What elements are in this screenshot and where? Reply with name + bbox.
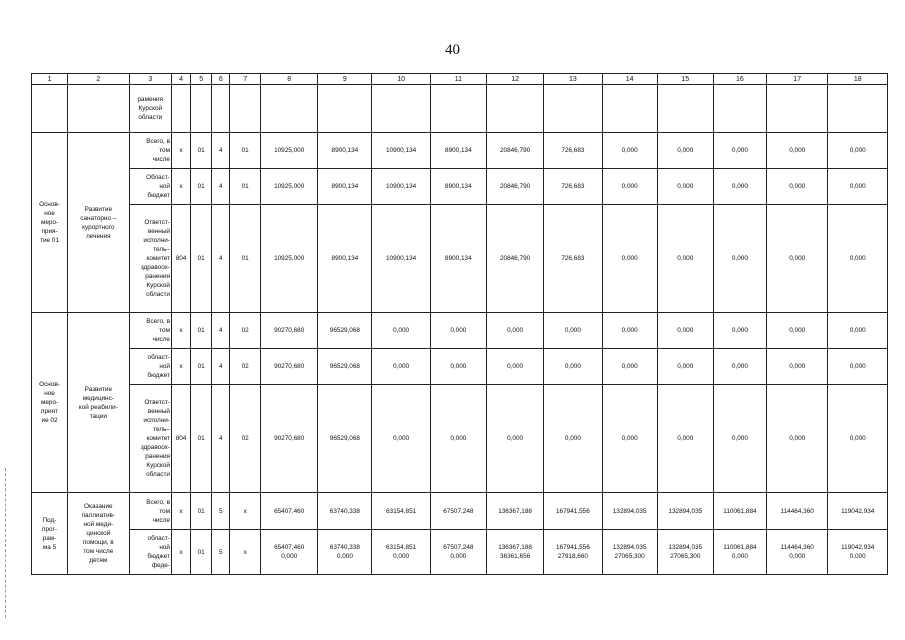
amount-cell: 0,000 [713, 385, 766, 493]
amount-cell: 0,000 [602, 313, 657, 349]
grbs-code-cell: x [172, 133, 191, 169]
source-cell: Всего, в том числе [129, 313, 171, 349]
amount-cell: 114464,360 [766, 493, 828, 530]
amount-cell: 10900,134 [372, 169, 430, 205]
amount-cell: 0,000 [430, 313, 486, 349]
col-header: 12 [486, 74, 543, 85]
subprogram-code-cell: 4 [212, 385, 230, 493]
amount-cell: 110061,884 0,000 [713, 530, 766, 575]
grbs-code-cell: x [172, 493, 191, 530]
amount-cell: 0,000 [544, 349, 602, 385]
table-row [32, 385, 888, 493]
subprogram-code-cell: 4 [212, 169, 230, 205]
amount-cell: 20846,790 [486, 133, 543, 169]
amount-cell: 0,000 [828, 349, 888, 385]
subprogram-code-cell: 4 [212, 205, 230, 313]
source-cell: Всего, в том числе [129, 133, 171, 169]
col-header: 17 [766, 74, 828, 85]
source-cell: рамения Курской области [129, 85, 171, 133]
amount-cell: 0,000 [766, 169, 828, 205]
activity-number-cell: 01 [230, 205, 261, 313]
amount-cell: 136367,188 36361,656 [486, 530, 543, 575]
program-code-cell: 01 [191, 385, 212, 493]
amount-cell: 63740,338 0,000 [318, 530, 372, 575]
amount-cell: 0,000 [430, 349, 486, 385]
amount-cell: 132894,035 27065,300 [657, 530, 713, 575]
table-row [32, 205, 888, 313]
program-code-cell: 01 [191, 133, 212, 169]
col-header: 9 [318, 74, 372, 85]
amount-cell: 0,000 [828, 313, 888, 349]
amount-cell: 0,000 [766, 313, 828, 349]
amount-cell: 0,000 [602, 385, 657, 493]
amount-cell: 96529,068 [318, 349, 372, 385]
activity-name-cell: Оказание паллиатив- ной меди- цинской помощи, в том числе детям [68, 493, 130, 575]
binding-margin-line [5, 468, 6, 618]
source-cell: Всего, в том числе [129, 493, 171, 530]
source-cell: област- ной бюджет [129, 349, 171, 385]
subprogram-code-cell: 5 [212, 493, 230, 530]
amount-cell: 0,000 [657, 169, 713, 205]
grbs-code-cell: 804 [172, 205, 191, 313]
amount-cell: 0,000 [713, 349, 766, 385]
amount-cell: 0,000 [486, 385, 543, 493]
subprogram-code-cell: 4 [212, 313, 230, 349]
subprogram-code-cell: 4 [212, 349, 230, 385]
grbs-code-cell: x [172, 313, 191, 349]
amount-cell: 8900,134 [430, 133, 486, 169]
amount-cell: 10925,000 [261, 169, 318, 205]
col-header: 13 [544, 74, 602, 85]
activity-name-cell: Развитие медицинс- кой реабили- тации [68, 313, 130, 493]
source-cell: Област- ной бюджет [129, 169, 171, 205]
grbs-code-cell: x [172, 169, 191, 205]
grbs-code-cell: x [172, 349, 191, 385]
program-code-cell: 01 [191, 313, 212, 349]
program-code-cell: 01 [191, 169, 212, 205]
source-cell: област- ной бюджет феде- [129, 530, 171, 575]
col-header: 6 [212, 74, 230, 85]
amount-cell: 0,000 [372, 313, 430, 349]
source-cell: Ответст- венный исполни- тель– комитет здравоох- ранения Курской области [129, 205, 171, 313]
amount-cell: 136367,188 [486, 493, 543, 530]
amount-cell: 0,000 [713, 205, 766, 313]
amount-cell: 114464,360 0,000 [766, 530, 828, 575]
amount-cell: 0,000 [657, 385, 713, 493]
amount-cell: 167941,556 27918,660 [544, 530, 602, 575]
amount-cell: 0,000 [602, 349, 657, 385]
activity-number-cell: x [230, 530, 261, 575]
amount-cell: 63154,851 [372, 493, 430, 530]
amount-cell: 10925,000 [261, 133, 318, 169]
amount-cell: 132894,035 [657, 493, 713, 530]
col-header: 15 [657, 74, 713, 85]
amount-cell: 65407,460 [261, 493, 318, 530]
amount-cell: 0,000 [713, 169, 766, 205]
amount-cell: 726,683 [544, 169, 602, 205]
subprogram-code-cell: 4 [212, 133, 230, 169]
amount-cell: 0,000 [766, 205, 828, 313]
table-row [32, 313, 888, 349]
amount-cell: 10900,134 [372, 133, 430, 169]
amount-cell: 0,000 [766, 349, 828, 385]
col-header: 7 [230, 74, 261, 85]
program-code-cell: 01 [191, 205, 212, 313]
subprogram-code-cell: 5 [212, 530, 230, 575]
amount-cell: 0,000 [766, 385, 828, 493]
amount-cell: 726,683 [544, 205, 602, 313]
amount-cell: 0,000 [657, 205, 713, 313]
amount-cell: 0,000 [657, 313, 713, 349]
amount-cell: 167941,556 [544, 493, 602, 530]
amount-cell: 90270,680 [261, 385, 318, 493]
amount-cell: 132894,035 [602, 493, 657, 530]
col-header: 3 [129, 74, 171, 85]
activity-number-cell: 01 [230, 133, 261, 169]
amount-cell: 0,000 [602, 205, 657, 313]
amount-cell: 96529,068 [318, 385, 372, 493]
amount-cell: 132894,035 27065,300 [602, 530, 657, 575]
amount-cell: 63154,851 0,000 [372, 530, 430, 575]
col-header: 14 [602, 74, 657, 85]
col-header: 1 [32, 74, 68, 85]
amount-cell: 20846,790 [486, 205, 543, 313]
amount-cell: 119042,934 0,000 [828, 530, 888, 575]
amount-cell: 65407,460 0,000 [261, 530, 318, 575]
col-header: 16 [713, 74, 766, 85]
amount-cell: 0,000 [544, 385, 602, 493]
col-header: 4 [172, 74, 191, 85]
amount-cell: 63740,338 [318, 493, 372, 530]
amount-cell: 67507,248 0,000 [430, 530, 486, 575]
amount-cell: 0,000 [486, 349, 543, 385]
amount-cell: 726,683 [544, 133, 602, 169]
amount-cell: 0,000 [430, 385, 486, 493]
amount-cell: 0,000 [602, 169, 657, 205]
amount-cell: 8900,134 [430, 169, 486, 205]
activity-number-cell: x [230, 493, 261, 530]
activity-number-cell: 02 [230, 313, 261, 349]
amount-cell: 0,000 [657, 349, 713, 385]
continuation-row [32, 85, 888, 133]
col-header: 11 [430, 74, 486, 85]
amount-cell: 0,000 [713, 133, 766, 169]
activity-code-cell: Основ- ное меро- прия- тие 01 [32, 133, 68, 313]
program-code-cell: 01 [191, 349, 212, 385]
col-header: 8 [261, 74, 318, 85]
table-row [32, 530, 888, 575]
amount-cell: 90270,680 [261, 313, 318, 349]
activity-number-cell: 02 [230, 349, 261, 385]
amount-cell: 0,000 [766, 133, 828, 169]
activity-code-cell: Основ- ное меро- прият ие 02 [32, 313, 68, 493]
column-number-row [32, 74, 888, 85]
budget-table [31, 73, 888, 575]
amount-cell: 10900,134 [372, 205, 430, 313]
activity-number-cell: 02 [230, 385, 261, 493]
table-row [32, 493, 888, 530]
amount-cell: 8900,134 [318, 169, 372, 205]
grbs-code-cell: 804 [172, 385, 191, 493]
col-header: 2 [68, 74, 130, 85]
amount-cell: 0,000 [828, 133, 888, 169]
amount-cell: 0,000 [486, 313, 543, 349]
amount-cell: 0,000 [713, 313, 766, 349]
amount-cell: 0,000 [544, 313, 602, 349]
amount-cell: 0,000 [657, 133, 713, 169]
amount-cell: 0,000 [602, 133, 657, 169]
amount-cell: 119042,934 [828, 493, 888, 530]
activity-code-cell: Под- прог- рам- ма 5 [32, 493, 68, 575]
table-row [32, 133, 888, 169]
amount-cell: 0,000 [828, 385, 888, 493]
page-number: 40 [445, 42, 460, 58]
amount-cell: 110061,884 [713, 493, 766, 530]
table-row [32, 349, 888, 385]
amount-cell: 0,000 [372, 385, 430, 493]
amount-cell: 96529,068 [318, 313, 372, 349]
amount-cell: 8900,134 [318, 133, 372, 169]
grbs-code-cell: x [172, 530, 191, 575]
amount-cell: 8900,134 [430, 205, 486, 313]
col-header: 5 [191, 74, 212, 85]
amount-cell: 0,000 [828, 169, 888, 205]
program-code-cell: 01 [191, 493, 212, 530]
activity-number-cell: 01 [230, 169, 261, 205]
amount-cell: 8900,134 [318, 205, 372, 313]
col-header: 18 [828, 74, 888, 85]
amount-cell: 10925,000 [261, 205, 318, 313]
program-code-cell: 01 [191, 530, 212, 575]
amount-cell: 0,000 [828, 205, 888, 313]
col-header: 10 [372, 74, 430, 85]
source-cell: Ответст- венный исполни- тель– комитет здравоох- ранения Курской области [129, 385, 171, 493]
activity-name-cell: Развитие санаторно – курортного лечения [68, 133, 130, 313]
amount-cell: 20846,790 [486, 169, 543, 205]
amount-cell: 90270,680 [261, 349, 318, 385]
amount-cell: 67507,248 [430, 493, 486, 530]
amount-cell: 0,000 [372, 349, 430, 385]
table-row [32, 169, 888, 205]
